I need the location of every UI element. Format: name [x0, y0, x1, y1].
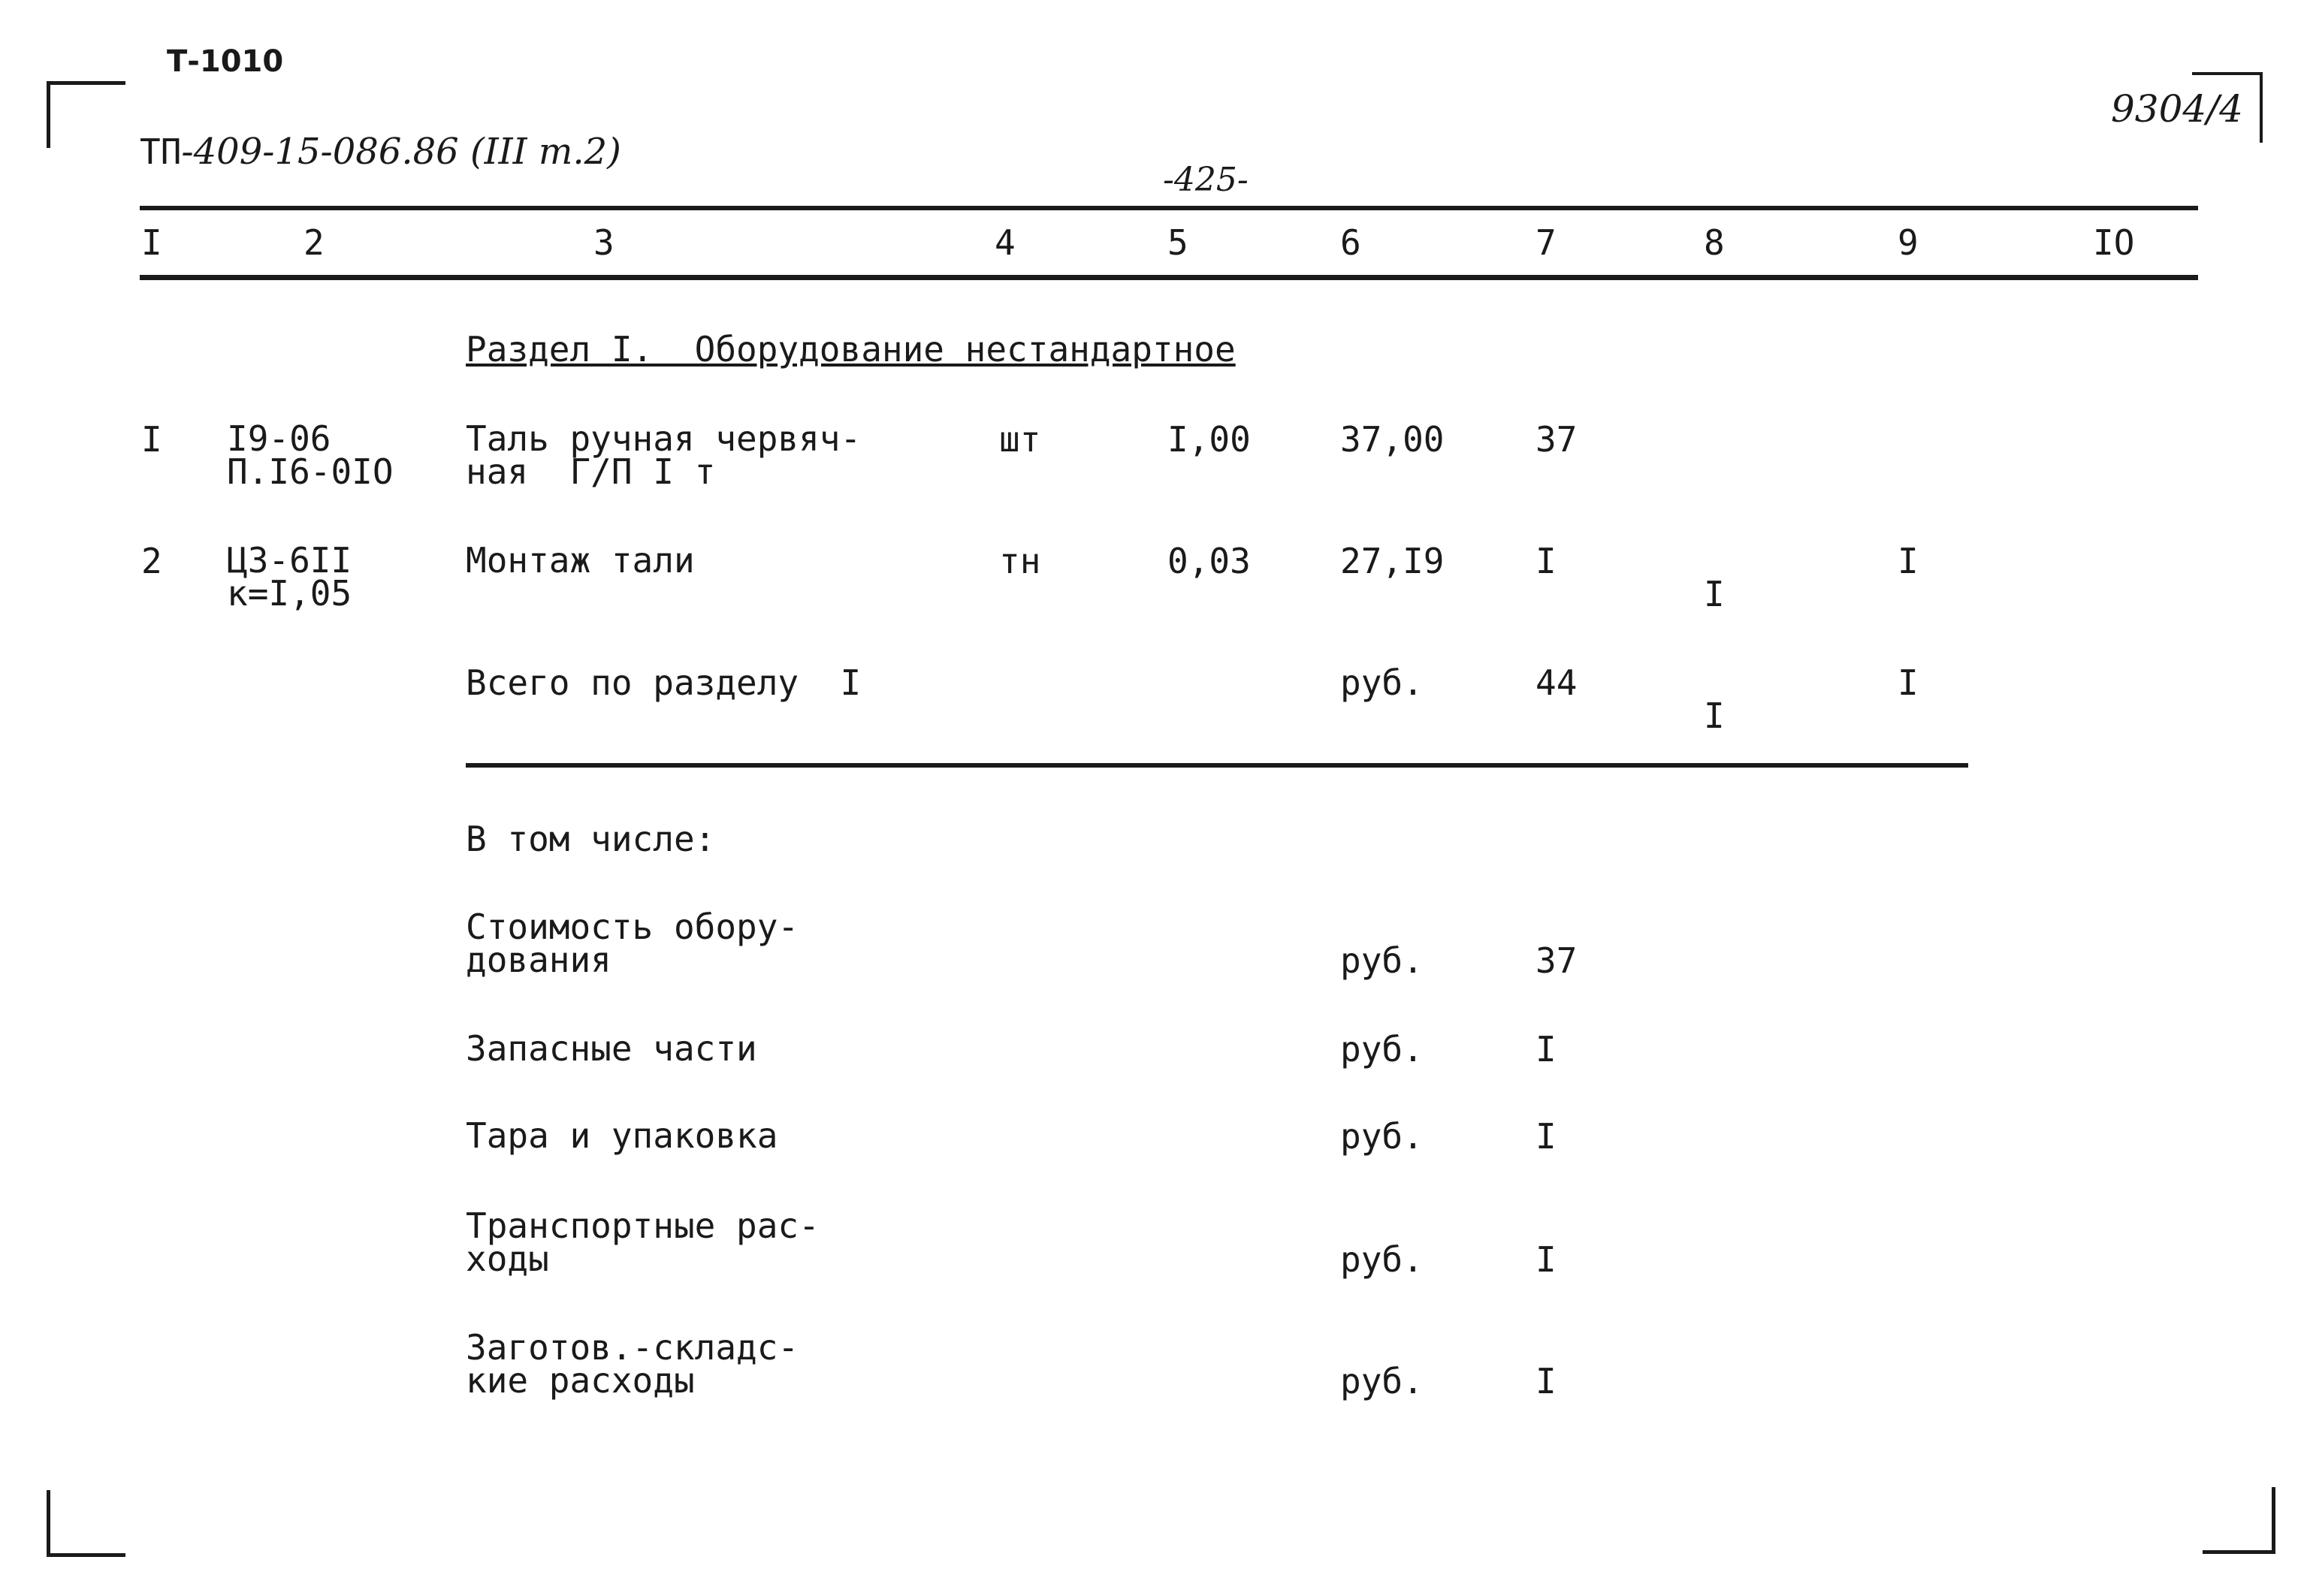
- including-label: В том числе:: [466, 819, 716, 859]
- breakdown-name-line: Запасные части: [466, 1028, 757, 1069]
- row-unit: шт: [999, 419, 1041, 460]
- column-header-3: 3: [593, 222, 614, 263]
- column-header-7: 7: [1535, 222, 1557, 263]
- column-header-2: 2: [303, 222, 325, 263]
- corner-mark-bottom-left: [47, 1490, 125, 1557]
- total-label: Всего по разделу I: [466, 662, 862, 703]
- breakdown-name: [466, 1028, 757, 1069]
- header-rule-top: [140, 206, 2198, 210]
- document-number: 9304/4: [2111, 87, 2243, 131]
- column-header-1: I: [141, 222, 162, 263]
- column-header-6: 6: [1340, 222, 1361, 263]
- row-code: [227, 540, 352, 614]
- total-col9: I: [1898, 662, 1919, 703]
- breakdown-name: [466, 907, 799, 980]
- total-underline: [466, 763, 1968, 768]
- column-header-5: 5: [1167, 222, 1188, 263]
- breakdown-unit: руб.: [1340, 1029, 1424, 1070]
- breakdown-name-line: кие расходы: [466, 1360, 695, 1401]
- row-col7: 37: [1535, 419, 1578, 460]
- column-header-10: IO: [2093, 222, 2135, 263]
- row-code-line: к=I,05: [227, 573, 352, 614]
- breakdown-name-line: дования: [466, 940, 611, 980]
- row-col9: I: [1898, 541, 1919, 581]
- row-name: [466, 418, 862, 492]
- row-price: 37,00: [1340, 419, 1445, 460]
- row-name-line: Монтаж тали: [466, 540, 695, 581]
- page-number: -425-: [1163, 161, 1249, 199]
- row-number: 2: [141, 541, 162, 581]
- row-number: I: [141, 419, 162, 460]
- total-unit: руб.: [1340, 662, 1424, 703]
- row-price: 27,I9: [1340, 541, 1445, 581]
- row-name: [466, 540, 695, 581]
- corner-mark-top-left: [47, 81, 125, 148]
- column-header-4: 4: [995, 222, 1016, 263]
- total-col7: 44: [1535, 662, 1578, 703]
- row-quantity: I,00: [1167, 419, 1251, 460]
- project-prefix: ТП: [140, 131, 182, 172]
- project-code-handwritten: -409-15-086.86 (III т.2): [181, 131, 621, 173]
- breakdown-name: [466, 1115, 778, 1156]
- breakdown-unit: руб.: [1340, 1361, 1424, 1401]
- row-name-line: ная Г/П I т: [466, 451, 716, 492]
- breakdown-name: [466, 1327, 799, 1401]
- section-title: Раздел I. Оборудование нестандартное: [466, 329, 1236, 370]
- column-header-9: 9: [1898, 222, 1919, 263]
- total-col8: I: [1704, 695, 1725, 736]
- breakdown-unit: руб.: [1340, 1116, 1424, 1157]
- breakdown-name-line: Транспортные рас-: [466, 1205, 820, 1246]
- breakdown-value: I: [1535, 1116, 1557, 1157]
- series-code: Т-1010: [167, 44, 284, 79]
- row-code: [227, 418, 394, 492]
- row-name-line: Таль ручная червяч-: [466, 418, 862, 459]
- corner-mark-bottom-right: [2203, 1487, 2275, 1554]
- breakdown-value: I: [1535, 1029, 1557, 1070]
- row-quantity: 0,03: [1167, 541, 1251, 581]
- breakdown-name-line: Заготов.-складс-: [466, 1327, 799, 1368]
- row-code-line: I9-06: [227, 418, 331, 459]
- breakdown-value: 37: [1535, 940, 1578, 981]
- column-header-8: 8: [1704, 222, 1725, 263]
- row-col8: I: [1704, 574, 1725, 614]
- row-code-line: П.I6-0IO: [227, 451, 394, 492]
- header-rule-bottom: [140, 275, 2198, 280]
- breakdown-name-line: Стоимость обору-: [466, 907, 799, 947]
- breakdown-value: I: [1535, 1239, 1557, 1280]
- project-code: [140, 131, 621, 173]
- breakdown-unit: руб.: [1340, 1239, 1424, 1280]
- row-unit: тн: [999, 541, 1041, 581]
- row-col7: I: [1535, 541, 1557, 581]
- breakdown-name-line: ходы: [466, 1238, 549, 1279]
- breakdown-unit: руб.: [1340, 940, 1424, 981]
- breakdown-name-line: Тара и упаковка: [466, 1115, 778, 1156]
- breakdown-value: I: [1535, 1361, 1557, 1401]
- row-code-line: ЦЗ-6II: [227, 540, 352, 581]
- breakdown-name: [466, 1205, 820, 1279]
